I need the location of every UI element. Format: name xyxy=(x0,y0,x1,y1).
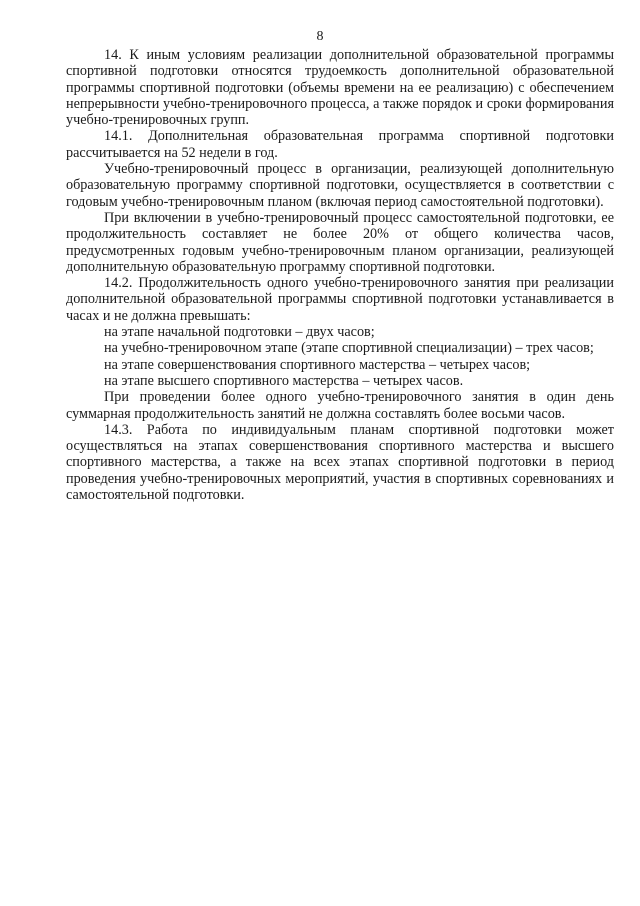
list-item-training-stage: на учебно-тренировочном этапе (этапе спортивной специализации) – трех часов; xyxy=(104,340,594,357)
list-item-initial-stage: на этапе начальной подготовки – двух часов; xyxy=(104,324,375,341)
paragraph-14-2: 14.2. Продолжительность одного учебно-тренировочного занятия при реализации дополнительной образовательной программы спортивной подготовки устанавливается в часах и не должна превышать: xyxy=(66,275,614,324)
paragraph-14-1-process: Учебно-тренировочный процесс в организации, реализующей дополнительную образовательную программу спортивной подготовки, осуществляется в соответствии с годовым учебно-тренировочным планом (включая период самостоятельной подготовки). xyxy=(66,161,614,210)
list-item-highest-stage: на этапе высшего спортивного мастерства – четырех часов. xyxy=(104,372,464,389)
page-number: 8 xyxy=(316,29,324,44)
document-body xyxy=(66,47,614,503)
paragraph-14: 14. К иным условиям реализации дополнительной образовательной программы спортивной подготовки относятся трудоемкость дополнительной образовательной программы спортивной подготовки (объемы времени на ее реализацию) с обеспечением непрерывности учебно-тренировочного процесса, а также порядок и сроки формирования учебно-тренировочных групп. xyxy=(66,47,614,129)
paragraph-14-1-self-study: При включении в учебно-тренировочный процесс самостоятельной подготовки, ее продолжительность составляет не более 20% от общего количества часов, предусмотренных годовым учебно-тренировочным планом организации, реализующей дополнительную образовательную программу спортивной подготовки. xyxy=(66,209,614,275)
paragraph-14-2-daily-limit: При проведении более одного учебно-тренировочного занятия в один день суммарная продолжительность занятий не должна составлять более восьми часов. xyxy=(66,389,614,422)
list-item-improvement-stage: на этапе совершенствования спортивного мастерства – четырех часов; xyxy=(104,356,531,373)
paragraph-14-3: 14.3. Работа по индивидуальным планам спортивной подготовки может осуществляться на этапах совершенствования спортивного мастерства и высшего спортивного мастерства, а также на всех этапах спортивной подготовки в период проведения учебно-тренировочных мероприятий, участия в спортивных соревнованиях и самостоятельной подготовки. xyxy=(66,421,614,504)
paragraph-14-1: 14.1. Дополнительная образовательная программа спортивной подготовки рассчитывается на 52 недели в год. xyxy=(66,128,614,161)
